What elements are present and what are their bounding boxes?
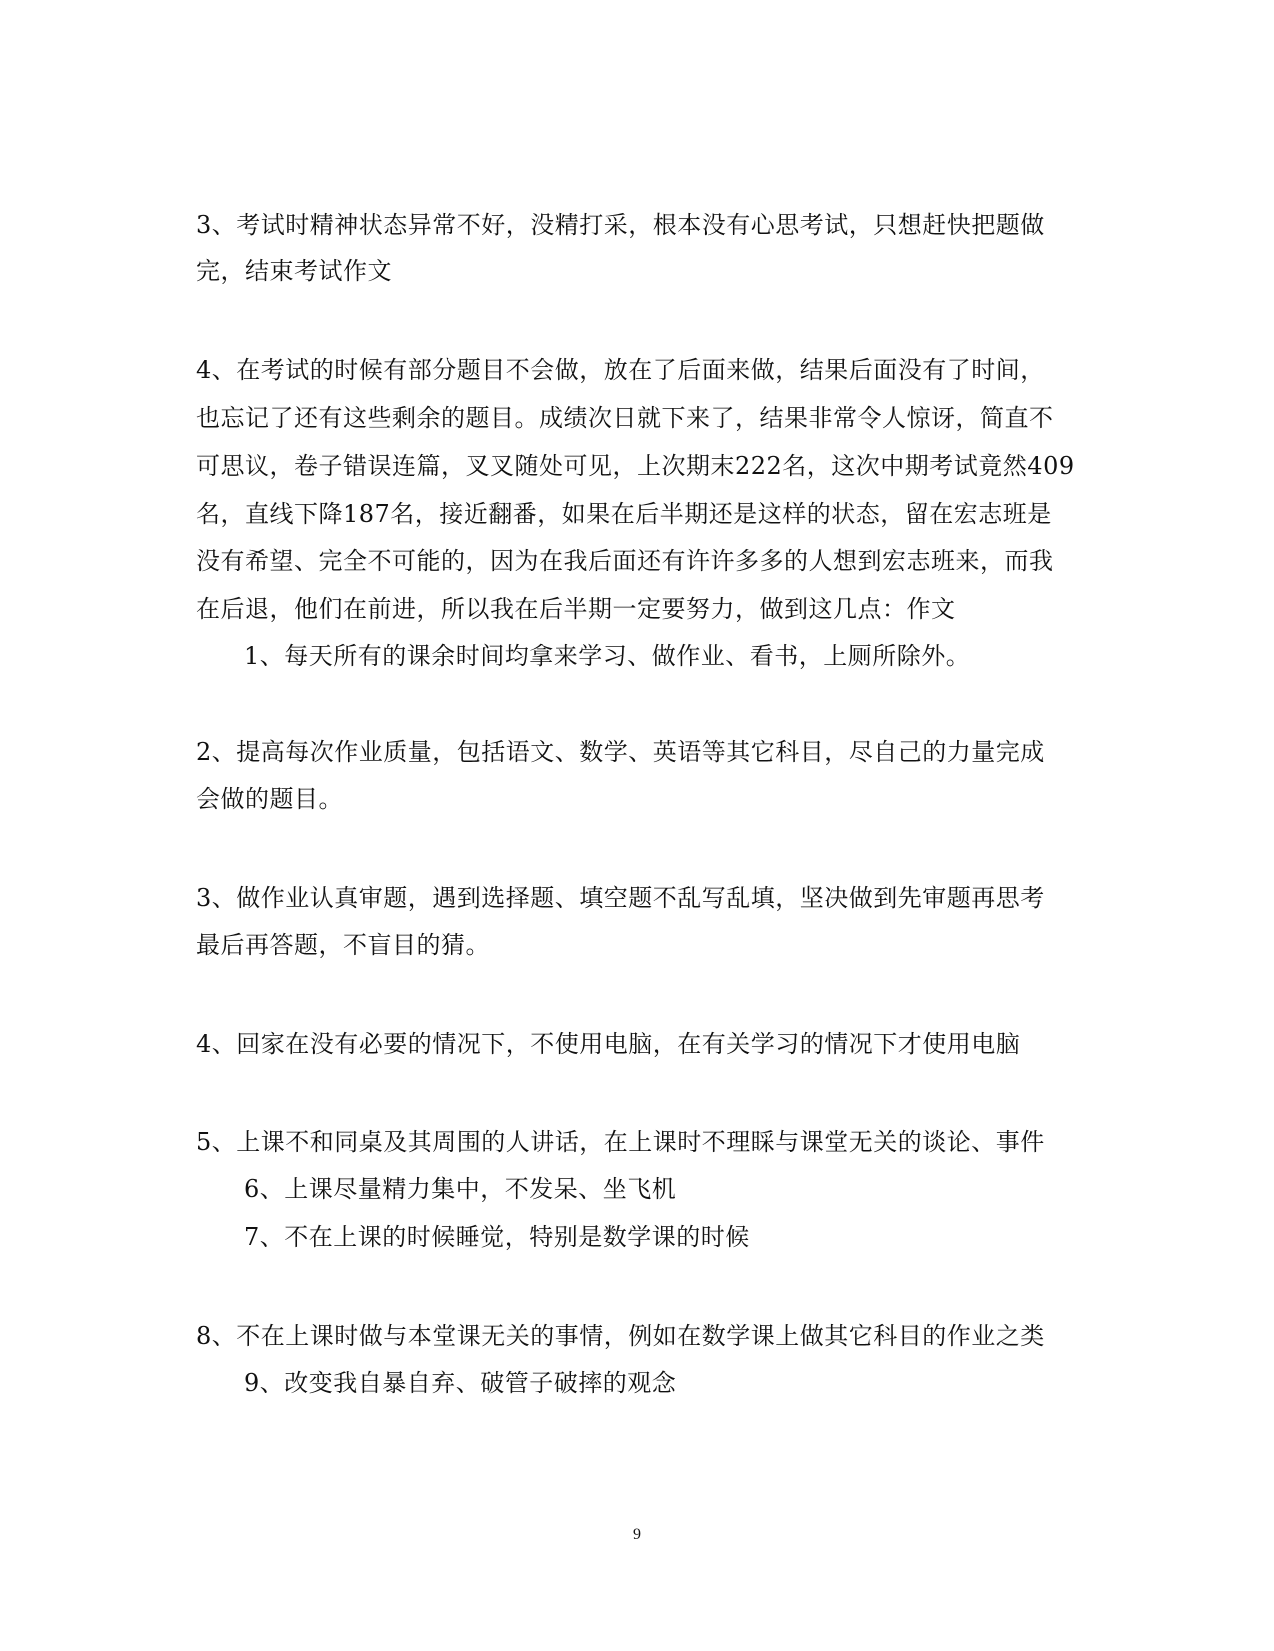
text-line: 3、考试时精神状态异常不好，没精打采，根本没有心思考试，只想赶快把题做 xyxy=(196,211,1045,239)
text-line: 没有希望、完全不可能的，因为在我后面还有许许多多的人想到宏志班来，而我 xyxy=(196,547,1054,575)
text-line: 2、提高每次作业质量，包括语文、数学、英语等其它科目，尽自己的力量完成 xyxy=(196,738,1045,766)
text-line: 完，结束考试作文 xyxy=(196,257,392,285)
text-line: 8、不在上课时做与本堂课无关的事情，例如在数学课上做其它科目的作业之类 xyxy=(196,1322,1045,1350)
text-line: 1、每天所有的课余时间均拿来学习、做作业、看书，上厕所除外。 xyxy=(244,642,971,670)
text-line: 5、上课不和同桌及其周围的人讲话，在上课时不理睬与课堂无关的谈论、事件 xyxy=(196,1128,1045,1156)
text-line: 也忘记了还有这些剩余的题目。成绩次日就下来了，结果非常令人惊讶，简直不 xyxy=(196,404,1054,432)
text-line: 6、上课尽量精力集中，不发呆、坐飞机 xyxy=(244,1175,677,1203)
page-number: 9 xyxy=(633,1526,641,1543)
text-line: 名，直线下降187名，接近翻番，如果在后半期还是这样的状态，留在宏志班是 xyxy=(196,500,1052,528)
text-line: 9、改变我自暴自弃、破管子破摔的观念 xyxy=(244,1369,677,1397)
text-line: 会做的题目。 xyxy=(196,785,343,813)
text-line: 在后退，他们在前进，所以我在后半期一定要努力，做到这几点：作文 xyxy=(196,595,956,623)
text-line: 4、在考试的时候有部分题目不会做，放在了后面来做，结果后面没有了时间， xyxy=(196,356,1045,384)
text-line: 4、回家在没有必要的情况下，不使用电脑，在有关学习的情况下才使用电脑 xyxy=(196,1030,1021,1058)
text-line: 3、做作业认真审题，遇到选择题、填空题不乱写乱填，坚决做到先审题再思考 xyxy=(196,884,1045,912)
text-line: 可思议，卷子错误连篇，叉叉随处可见，上次期末222名，这次中期考试竟然409 xyxy=(196,452,1075,480)
text-line: 7、不在上课的时候睡觉，特别是数学课的时候 xyxy=(244,1223,750,1251)
text-line: 最后再答题，不盲目的猜。 xyxy=(196,931,490,959)
